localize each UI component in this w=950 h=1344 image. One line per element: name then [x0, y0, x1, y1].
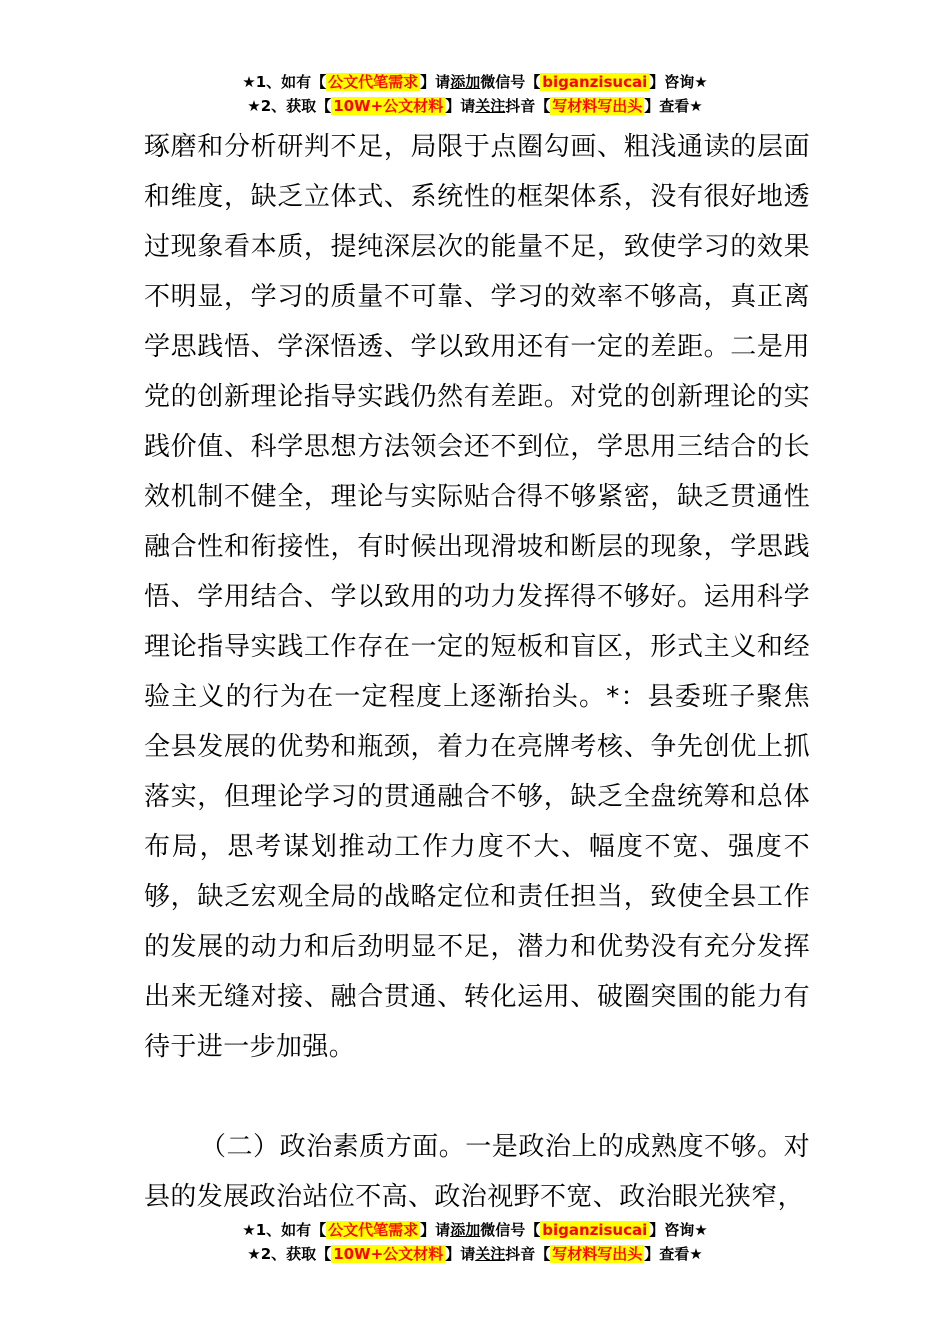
underlined-follow: 关注 — [475, 1245, 506, 1263]
paragraph-political-quality: （二）政治素质方面。一是政治上的成熟度不够。对县的发展政治站位不高、政治视野不宽、政治眼光狭窄， — [144, 1132, 810, 1212]
banner-text: 】请 — [445, 97, 476, 115]
highlight-service: 公文代笔需求 — [328, 1221, 419, 1239]
banner-text: ★1、如有【 — [242, 1221, 327, 1239]
banner-text: ★2、获取【 — [247, 97, 332, 115]
banner-text: 】请 — [445, 1245, 476, 1263]
underlined-add: 添加 — [450, 1221, 481, 1239]
banner-text: 】查看★ — [644, 1245, 703, 1263]
banner-text: 】咨询★ — [649, 1221, 708, 1239]
highlight-wechat-id: biganzisucai — [542, 73, 648, 91]
banner-text: 微信号【 — [480, 73, 541, 91]
banner-text: 微信号【 — [480, 1221, 541, 1239]
highlight-wechat-id: biganzisucai — [542, 1221, 648, 1239]
banner-text: ★2、获取【 — [247, 1245, 332, 1263]
banner-line-1 — [0, 1218, 950, 1242]
highlight-douyin-account: 写材料写出头 — [552, 1245, 643, 1263]
highlight-douyin-account: 写材料写出头 — [552, 97, 643, 115]
banner-text: 抖音【 — [505, 97, 551, 115]
paragraph-continuation: 琢磨和分析研判不足，局限于点圈勾画、粗浅通读的层面和维度，缺乏立体式、系统性的框架体系，没有很好地透过现象看本质，提纯深层次的能量不足，致使学习的效果不明显，学习的质量不可靠、学习的效率不够高，真正离学思践悟、学深悟透、学以致用还有一定的差距。二是用党的创新理论指导实践仍然有差距。对党的创新理论的实践价值、科学思想方法领会还不到位，学思用三结合的长效机制不健全，理论与实际贴合得不够紧密，缺乏贯通性融合性和衔接性，有时候出现滑坡和断层的现象，学思践悟、学用结合、学以致用的功力发挥得不够好。运用科学理论指导实践工作存在一定的短板和盲区，形式主义和经验主义的行为在一定程度上逐渐抬头。*：县委班子聚焦全县发展的优势和瓶颈，着力在亮牌考核、争先创优上抓落实，但理论学习的贯通融合不够，缺乏全盘统筹和总体布局，思考谋划推动工作力度不大、幅度不宽、强度不够，缺乏宏观全局的战略定位和责任担当，致使全县工作的发展的动力和后劲明显不足，潜力和优势没有充分发挥出来无缝对接、融合贯通、转化运用、破圈突围的能力有待于进一步加强。 — [144, 132, 810, 1062]
highlight-materials: 10W+公文材料 — [333, 1245, 444, 1263]
footer-banner — [0, 1218, 950, 1266]
highlight-materials: 10W+公文材料 — [333, 97, 444, 115]
banner-text: ★1、如有【 — [242, 73, 327, 91]
document-body — [144, 122, 810, 1222]
banner-line-2 — [0, 1242, 950, 1266]
underlined-follow: 关注 — [475, 97, 506, 115]
banner-line-2 — [0, 94, 950, 118]
highlight-service: 公文代笔需求 — [328, 73, 419, 91]
banner-text: 】请 — [420, 73, 451, 91]
banner-text: 】请 — [420, 1221, 451, 1239]
underlined-add: 添加 — [450, 73, 481, 91]
banner-text: 抖音【 — [505, 1245, 551, 1263]
banner-text: 】查看★ — [644, 97, 703, 115]
header-banner — [0, 70, 950, 118]
banner-line-1 — [0, 70, 950, 94]
banner-text: 】咨询★ — [649, 73, 708, 91]
